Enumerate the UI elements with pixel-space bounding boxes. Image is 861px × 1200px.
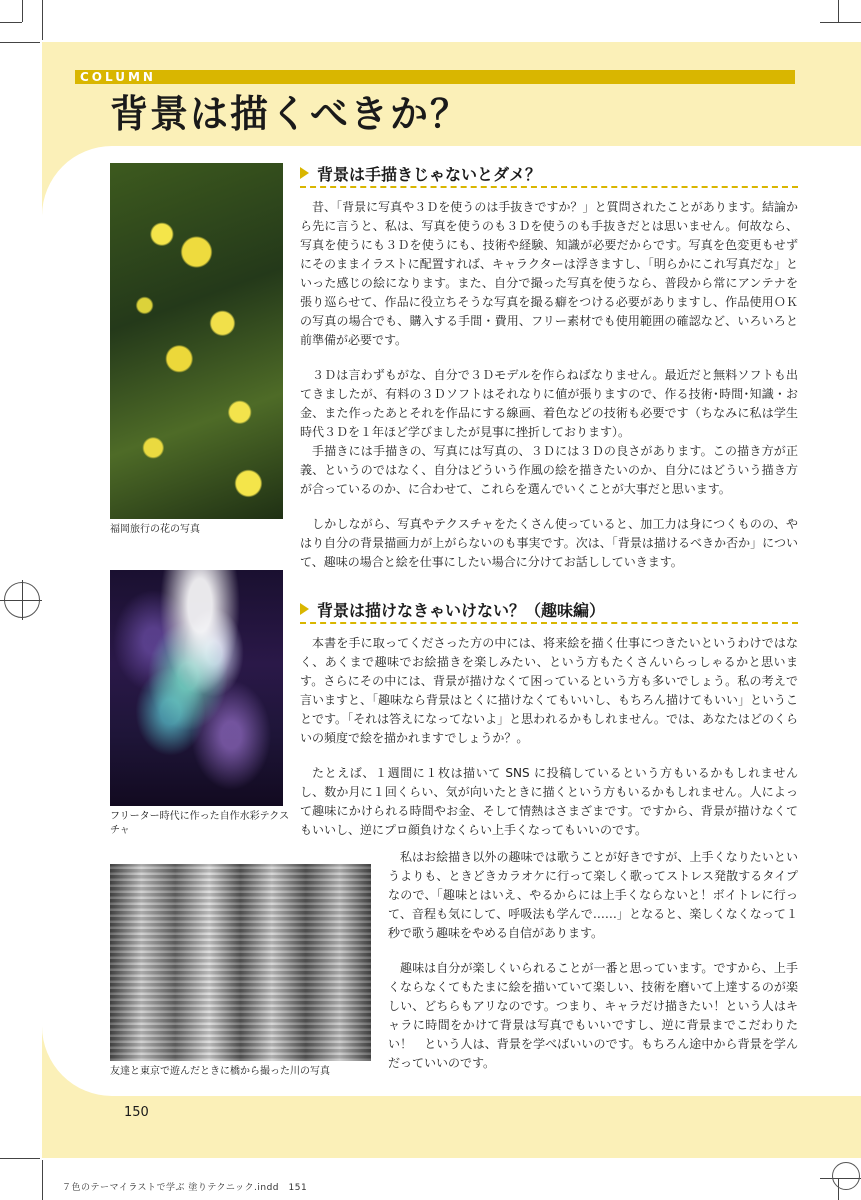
crop-mark bbox=[0, 42, 40, 43]
flower-caption: 福岡旅行の花の写真 bbox=[110, 524, 200, 535]
column-label: COLUMN bbox=[80, 70, 156, 84]
section-2-body bbox=[300, 634, 798, 840]
paragraph: しかしながら、写真やテクスチャをたくさん使っていると、加工力は身につくものの、やはり自分の背景描画力が上がらないのも事実です。次は、「背景は描けるべきか否か」について、趣味の場合と絵を仕事にしたい場合に分けてお話ししていきます。 bbox=[300, 517, 798, 569]
river-caption: 友達と東京で遊んだときに橋から撮った川の写真 bbox=[110, 1066, 330, 1077]
paragraph: たとえば、１週間に１枚は描いて SNS に投稿しているという方もいるかもしれませんし、数か月に１回くらい、気が向いたときに描くという方もいるかもしれません。人によって趣味にかけられる時間やお金、そして情熱はさまざまです。ですから、背景が描けなくてもいいし、逆にプロ顔負けなくらい上手くなってもいいのです。 bbox=[300, 766, 798, 837]
river-photo bbox=[110, 864, 371, 1061]
section-heading-text: 背景は手描きじゃないとダメ？ bbox=[317, 164, 542, 184]
triangle-bullet-icon bbox=[300, 603, 309, 615]
paragraph: 趣味は自分が楽しくいられることが一番と思っています。ですから、上手くならなくてもたまに絵を描いていて楽しい、技術を磨いて上達するのが楽しい、どちらもアリなのです。つまり、キャラだけ描きたい！という人はキャラに時間をかけて背景は写真でもいいですし、逆に背景までこだわりたい！ という人は、背景を学べばいいのです。もちろん途中から背景を学んだっていいのです。 bbox=[388, 961, 798, 1070]
crop-mark bbox=[820, 22, 861, 23]
watercolor-texture-image bbox=[110, 570, 283, 806]
crop-mark bbox=[22, 0, 23, 22]
section-2-body-narrow bbox=[388, 848, 798, 1089]
section-1-body bbox=[300, 198, 798, 588]
column-bar bbox=[75, 70, 795, 84]
paragraph: 本書を手に取ってくださった方の中には、将来絵を描く仕事につきたいというわけではなく、あくまで趣味でお絵描きを楽しみたい、という方もたくさんいらっしゃるかと思います。さらにその中には、背景が描けなくて困っているという方も多いでしょう。私の考えで言いますと、「趣味なら背景はとくに描けなくてもいいし、もちろん描けてもいい」ということです。「それは答えになってないよ」と思われるかもしれません。では、あなたはどのくらいの頻度で絵を描かれますでしょうか？。 bbox=[300, 636, 799, 745]
crop-mark bbox=[0, 600, 42, 601]
paragraph: 昔、「背景に写真や３Ｄを使うのは手抜きですか？」と質問されたことがあります。結論から先に言うと、私は、写真を使うのも３Ｄを使うのも手抜きだとは思いません。何故なら、写真を使うにも３Ｄを使うにも、技術や経験、知識が必要だからです。写真を色変更もせずにそのままイラストに配置すれば、キャラクターは浮きますし、「明らかにこれ写真だな」といった感じの絵になります。また、自分で撮った写真を使うなら、普段から常にアンテナを張り巡らせて、作品に役立ちそうな写真を撮る癖をつける必要がありますし、作品使用ＯＫの写真の場合でも、購入する手間・費用、フリー素材でも使用範囲の確認など、いろいろと前準備が必要です。 bbox=[300, 200, 798, 347]
crop-mark bbox=[22, 580, 23, 620]
paragraph: 私はお絵描き以外の趣味では歌うことが好きですが、上手くなりたいというよりも、ときどきカラオケに行って楽しく歌ってストレス発散するタイプなので、「趣味とはいえ、やるからには上手くならないと！ボイトレに行って、音程も気にして、呼吸法も学んで……」となると、楽しくなくなって１秒で歌う趣味をやめる自信があります。 bbox=[388, 850, 798, 940]
page-title: 背景は描くべきか？ bbox=[110, 92, 471, 136]
crop-mark bbox=[838, 0, 839, 22]
paragraph: 手描きには手描きの、写真には写真の、３Ｄには３Ｄの良さがあります。この描き方が正義、というのではなく、自分はどういう作風の絵を描きたいのか、自分にはどういう描き方が合っているのか、に合わせて、これらを選んでいくことが大事だと思います。 bbox=[300, 444, 798, 496]
paragraph: ３Ｄは言わずもがな、自分で３Ｄモデルを作らねばなりません。最近だと無料ソフトも出てきましたが、有料の３Ｄソフトはそれなりに値が張りますので、作る技術･時間･知識・お金、また作ったあとそれを作品にする線画、着色などの技術も必要です（ちなみに私は学生時代３Ｄを１年ほど学びましたが見事に挫折しております）。 bbox=[300, 368, 798, 439]
section-heading-1 bbox=[300, 160, 798, 188]
texture-caption: フリーター時代に作った自作水彩テクスチャ bbox=[110, 811, 290, 836]
crop-mark bbox=[42, 1160, 43, 1200]
page-number: 150 bbox=[124, 1105, 149, 1120]
section-heading-2 bbox=[300, 596, 798, 624]
flower-photo bbox=[110, 163, 283, 519]
file-info: ７色のテーマイラストで学ぶ 塗りテクニック.indd 151 bbox=[62, 1183, 308, 1193]
crop-mark bbox=[0, 22, 22, 23]
crop-mark bbox=[42, 0, 43, 40]
crop-mark bbox=[0, 1158, 40, 1159]
triangle-bullet-icon bbox=[300, 167, 309, 179]
section-heading-text: 背景は描けなきゃいけない？（趣味編） bbox=[317, 600, 606, 620]
registration-mark bbox=[832, 1162, 860, 1190]
